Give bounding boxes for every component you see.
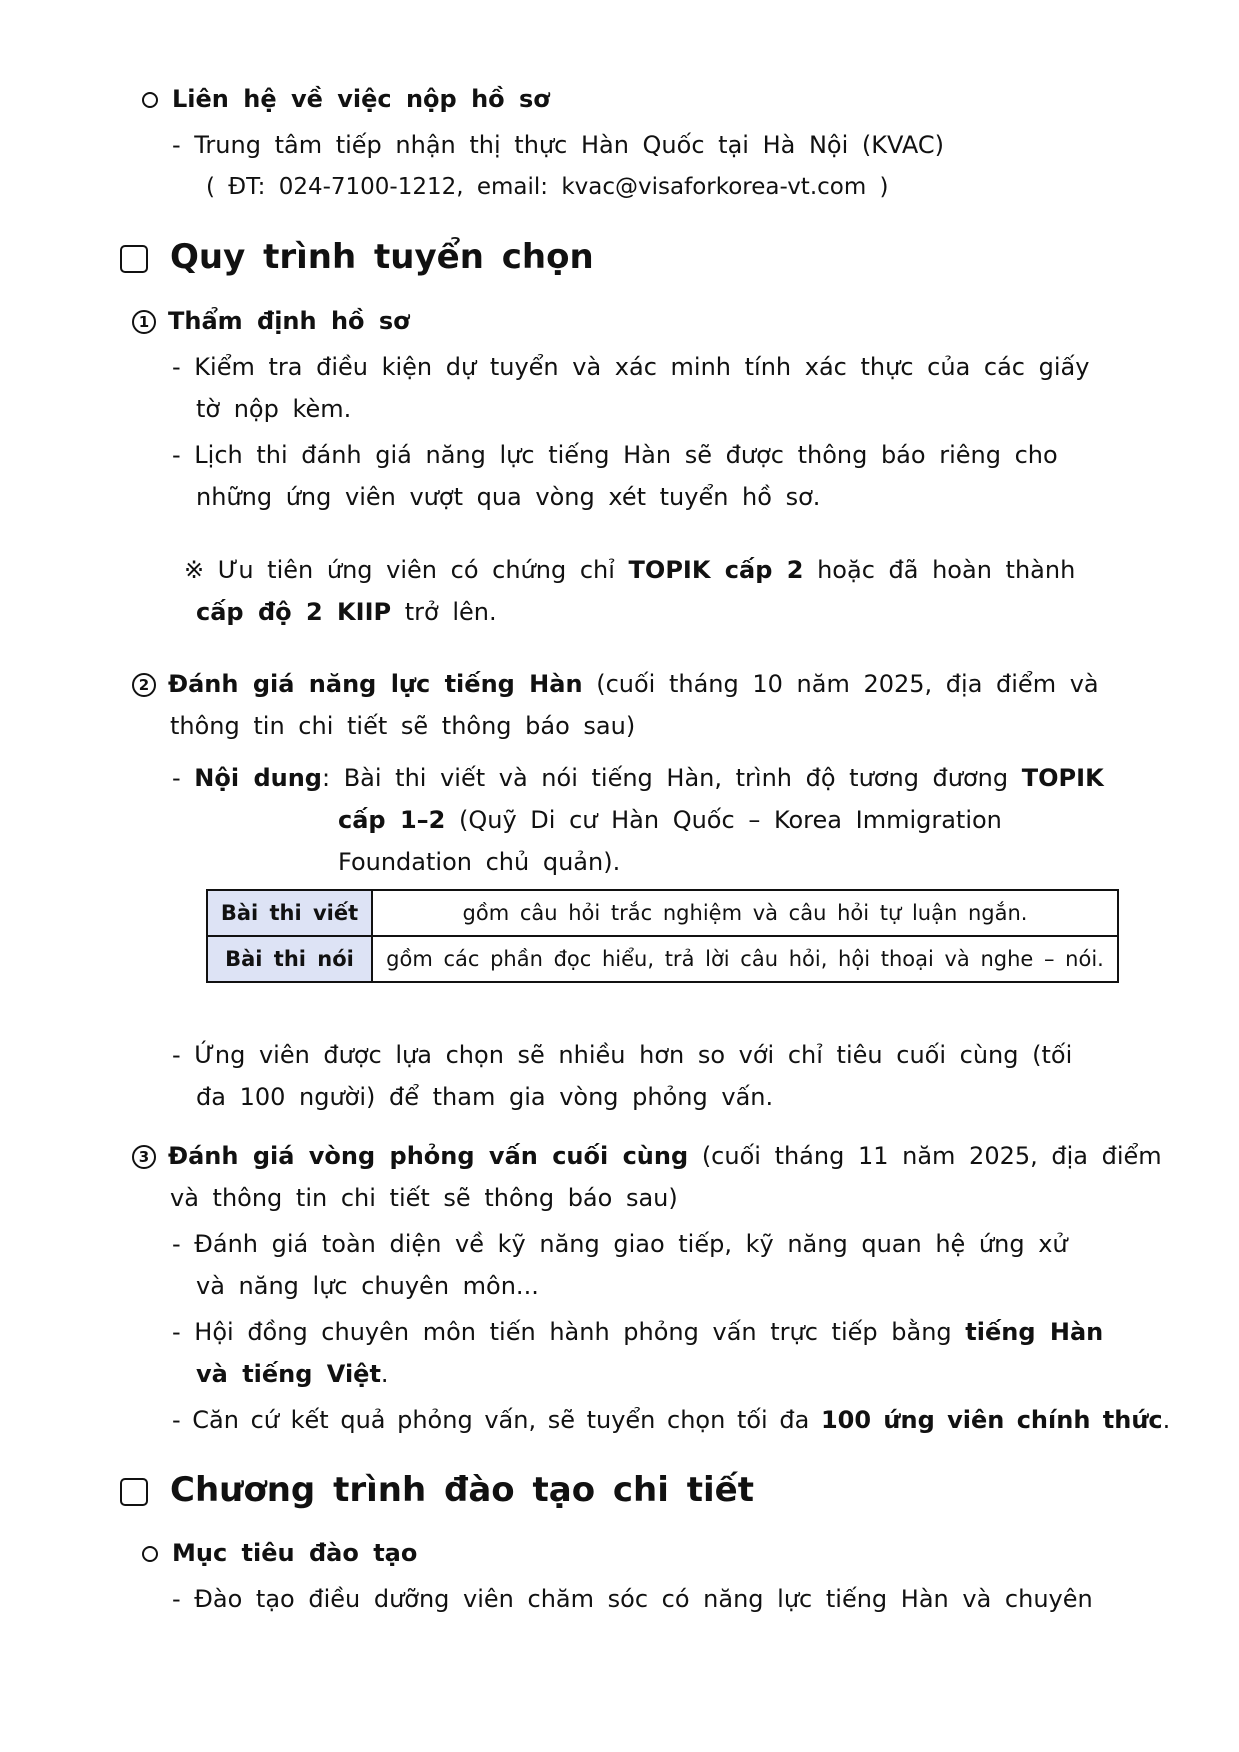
- checkbox-square-icon: [120, 1478, 148, 1506]
- priority-note-line1: ※ Ưu tiên ứng viên có chứng chỉ TOPIK cấp 2 hoặc đã hoàn thành: [184, 556, 1076, 584]
- exam-table: [206, 889, 1119, 983]
- contact-line: - Trung tâm tiếp nhận thị thực Hàn Quốc tại Hà Nội (KVAC): [172, 131, 944, 159]
- step3-bullet2-line2: và tiếng Việt.: [196, 1360, 389, 1388]
- step2-heading-line2: thông tin chi tiết sẽ thông báo sau): [170, 712, 636, 740]
- exam-label: Bài thi nói: [207, 936, 372, 982]
- step1-bullet2-line2: những ứng viên vượt qua vòng xét tuyển hồ sơ.: [196, 483, 821, 511]
- step3-bullet1-line2: và năng lực chuyên môn...: [196, 1272, 539, 1300]
- section-title-selection: Quy trình tuyển chọn: [170, 237, 594, 277]
- step2-bullet2-line1: - Ứng viên được lựa chọn sẽ nhiều hơn so với chỉ tiêu cuối cùng (tối: [172, 1041, 1073, 1069]
- circle-bullet-icon: [142, 92, 158, 108]
- exam-value: gồm câu hỏi trắc nghiệm và câu hỏi tự luận ngắn.: [372, 890, 1118, 936]
- exam-label: Bài thi viết: [207, 890, 372, 936]
- step1-heading: 1 Thẩm định hồ sơ: [132, 300, 410, 342]
- contact-heading: Liên hệ về việc nộp hồ sơ: [142, 78, 550, 120]
- step1-bullet1-line1: - Kiểm tra điều kiện dự tuyển và xác minh tính xác thực của các giấy: [172, 353, 1090, 381]
- step-number-2: 2: [132, 673, 156, 697]
- step2-content-line2: cấp 1–2 (Quỹ Di cư Hàn Quốc – Korea Immigration: [338, 806, 1002, 834]
- table-row: [207, 936, 1118, 982]
- step-number-3: 3: [132, 1145, 156, 1169]
- step3-heading: 3 Đánh giá vòng phỏng vấn cuối cùng (cuối tháng 11 năm 2025, địa điểm: [132, 1135, 1162, 1177]
- step3-bullet1-line1: - Đánh giá toàn diện về kỹ năng giao tiếp, kỹ năng quan hệ ứng xử: [172, 1230, 1068, 1258]
- step3-heading-line2: và thông tin chi tiết sẽ thông báo sau): [170, 1184, 678, 1212]
- training-goal-line1: - Đào tạo điều dưỡng viên chăm sóc có năng lực tiếng Hàn và chuyên: [172, 1585, 1093, 1613]
- checkbox-square-icon: [120, 245, 148, 273]
- step1-bullet1-line2: tờ nộp kèm.: [196, 395, 352, 423]
- table-row: [207, 890, 1118, 936]
- step2-bullet2-line2: đa 100 người) để tham gia vòng phỏng vấn.: [196, 1083, 774, 1111]
- step3-bullet2-line1: - Hội đồng chuyên môn tiến hành phỏng vấn trực tiếp bằng tiếng Hàn: [172, 1318, 1104, 1346]
- step2-content-line3: Foundation chủ quản).: [338, 848, 621, 876]
- step1-bullet2-line1: - Lịch thi đánh giá năng lực tiếng Hàn sẽ được thông báo riêng cho: [172, 441, 1058, 469]
- section-title-training: Chương trình đào tạo chi tiết: [170, 1470, 754, 1510]
- training-goal-heading: Mục tiêu đào tạo: [142, 1532, 417, 1574]
- exam-value: gồm các phần đọc hiểu, trả lời câu hỏi, hội thoại và nghe – nói.: [372, 936, 1118, 982]
- step2-heading: 2 Đánh giá năng lực tiếng Hàn (cuối tháng 10 năm 2025, địa điểm và: [132, 663, 1099, 705]
- contact-phone-email: ( ĐT: 024-7100-1212, email: kvac@visaforkorea-vt.com ): [206, 174, 889, 200]
- note-mark: ※: [184, 556, 205, 584]
- step3-bullet3: - Căn cứ kết quả phỏng vấn, sẽ tuyển chọn tối đa 100 ứng viên chính thức.: [172, 1406, 1171, 1434]
- step2-content-line1: - Nội dung: Bài thi viết và nói tiếng Hàn, trình độ tương đương TOPIK: [172, 764, 1104, 792]
- priority-note-line2: cấp độ 2 KIIP trở lên.: [196, 598, 497, 626]
- circle-bullet-icon: [142, 1546, 158, 1562]
- step-number-1: 1: [132, 310, 156, 334]
